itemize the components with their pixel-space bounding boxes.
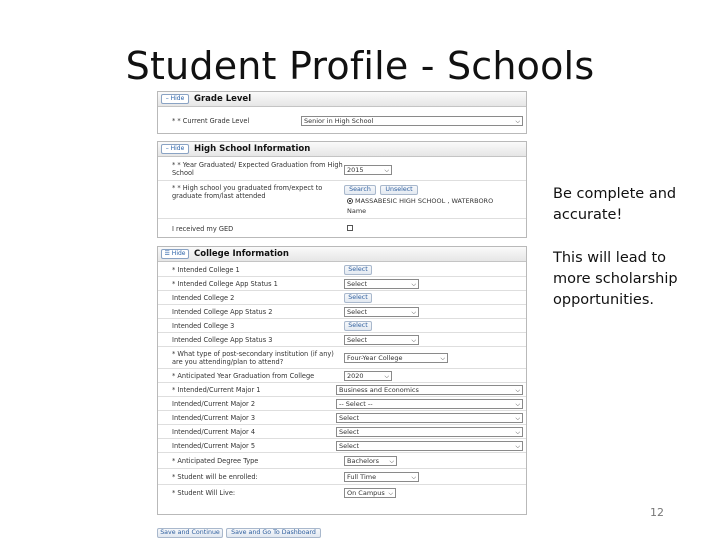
college-section [157,246,527,515]
app-status-1-select[interactable] [344,279,419,289]
degree-type-row [158,453,526,469]
intended-college-1-label: * Intended College 1 [172,265,240,274]
current-grade-select[interactable] [301,116,523,126]
chevron-down-icon: ⌵ [389,458,394,465]
intended-college-2-label: Intended College 2 [172,293,235,302]
grad-year-college-row [158,369,526,383]
app-status-1-value: Select [347,280,368,288]
page-number: 12 [650,506,664,519]
current-grade-label: * * Current Grade Level [172,117,250,125]
unselect-school-button[interactable]: Unselect [380,185,418,195]
major-4-select[interactable] [336,427,523,437]
save-dashboard-button[interactable]: Save and Go To Dashboard [226,528,321,538]
institution-type-row [158,347,526,369]
high-school-title: High School Information [194,144,311,154]
note-scholarships: This will lead to more scholarship opportunities. [553,250,678,308]
current-grade-row [158,108,526,134]
major-2-label: Intended/Current Major 2 [172,399,256,408]
slide-title: Student Profile - Schools [125,44,595,88]
college-title: College Information [194,249,289,259]
ged-label: I received my GED [172,224,234,233]
major-2-row [158,397,526,411]
student-live-label: * Student Will Live: [172,489,236,497]
chevron-down-icon: ⌵ [411,281,416,288]
app-status-2-row [158,305,526,319]
major-5-value: Select [339,442,360,450]
app-status-2-value: Select [347,308,368,316]
major-4-value: Select [339,428,360,436]
search-school-button[interactable]: Search [344,185,376,195]
grade-level-section [157,91,527,134]
app-status-3-label: Intended College App Status 3 [172,335,273,344]
app-status-3-value: Select [347,336,368,344]
chevron-down-icon: ⌵ [440,355,445,362]
current-grade-value: Senior in High School [304,117,374,125]
chevron-down-icon: ⌵ [515,401,520,408]
chevron-down-icon: ⌵ [515,415,520,422]
note-be-complete: Be complete and accurate! [553,186,677,223]
college-hide-button[interactable]: ☰ Hide [161,249,189,259]
major-1-value: Business and Economics [339,386,419,394]
graduation-year-label: * * Year Graduated/ Expected Graduation from High School [172,161,343,177]
enrollment-label: * Student will be enrolled: [172,472,258,481]
student-live-row [158,485,526,501]
major-1-label: * Intended/Current Major 1 [172,385,261,394]
enrollment-value: Full Time [347,473,377,481]
grad-year-college-label: * Anticipated Year Graduation from College [172,371,315,380]
major-3-row [158,411,526,425]
chevron-down-icon: ⌵ [384,373,389,380]
graduation-year-value: 2015 [347,166,364,174]
major-3-label: Intended/Current Major 3 [172,413,256,422]
student-live-value: On Campus [347,489,385,497]
chevron-down-icon: ⌵ [411,337,416,344]
intended-college-1-row [158,263,526,277]
enrollment-select[interactable] [344,472,419,482]
intended-college-3-label: Intended College 3 [172,321,235,330]
student-live-select[interactable] [344,488,396,498]
intended-college-2-row [158,291,526,305]
app-status-2-label: Intended College App Status 2 [172,307,273,316]
graduation-year-select[interactable] [344,165,392,175]
ged-row [158,219,526,238]
save-continue-button[interactable]: Save and Continue [157,528,223,538]
intended-college-3-select-button[interactable]: Select [344,321,372,331]
chevron-down-icon: ⌵ [515,118,520,125]
degree-type-value: Bachelors [347,457,379,465]
grade-level-title: Grade Level [194,94,252,104]
graduation-year-row [158,158,526,181]
major-5-row [158,439,526,453]
major-5-select[interactable] [336,441,523,451]
high-school-hide-button[interactable]: – Hide [161,144,189,154]
major-3-select[interactable] [336,413,523,423]
institution-type-select[interactable] [344,353,448,363]
high-school-section [157,141,527,238]
chevron-down-icon: ⌵ [515,443,520,450]
chevron-down-icon: ⌵ [384,167,389,174]
app-status-1-label: * Intended College App Status 1 [172,279,278,288]
chevron-down-icon: ⌵ [411,474,416,481]
grad-year-college-select[interactable] [344,371,392,381]
selected-school-name: MASSABESIC HIGH SCHOOL , WATERBORO [355,197,494,205]
chevron-down-icon: ⌵ [515,387,520,394]
high-school-header [158,142,526,157]
major-1-row [158,383,526,397]
institution-type-label: * What type of post-secondary institution (if any) are you attending/plan to attend? [172,349,334,366]
major-2-value: -- Select -- [339,400,373,408]
app-status-1-row [158,277,526,291]
chevron-down-icon: ⌵ [411,309,416,316]
chevron-down-icon: ⌵ [388,490,393,497]
intended-college-3-row [158,319,526,333]
app-status-3-row [158,333,526,347]
major-3-value: Select [339,414,360,422]
major-1-select[interactable] [336,385,523,395]
institution-type-value: Four-Year College [347,354,403,362]
chevron-down-icon: ⌵ [515,429,520,436]
app-status-2-select[interactable] [344,307,419,317]
app-status-3-select[interactable] [344,335,419,345]
high-school-row [158,181,526,219]
grade-level-hide-button[interactable]: – Hide [161,94,189,104]
school-radio[interactable] [347,198,353,204]
major-5-label: Intended/Current Major 5 [172,441,256,450]
grad-year-college-value: 2020 [347,372,364,380]
major-4-row [158,425,526,439]
degree-type-select[interactable] [344,456,397,466]
intended-college-1-select-button[interactable]: Select [344,265,372,275]
college-header [158,247,526,262]
major-2-select[interactable] [336,399,523,409]
degree-type-label: * Anticipated Degree Type [172,456,259,465]
profile-form-panel [157,91,527,539]
enrollment-row [158,469,526,485]
grade-level-header [158,92,526,107]
school-name-caption: Name [347,207,367,215]
intended-college-2-select-button[interactable]: Select [344,293,372,303]
major-4-label: Intended/Current Major 4 [172,427,256,436]
high-school-label: * * High school you graduated from/expect to graduate from/last attended [172,184,323,200]
ged-checkbox[interactable] [347,225,353,231]
